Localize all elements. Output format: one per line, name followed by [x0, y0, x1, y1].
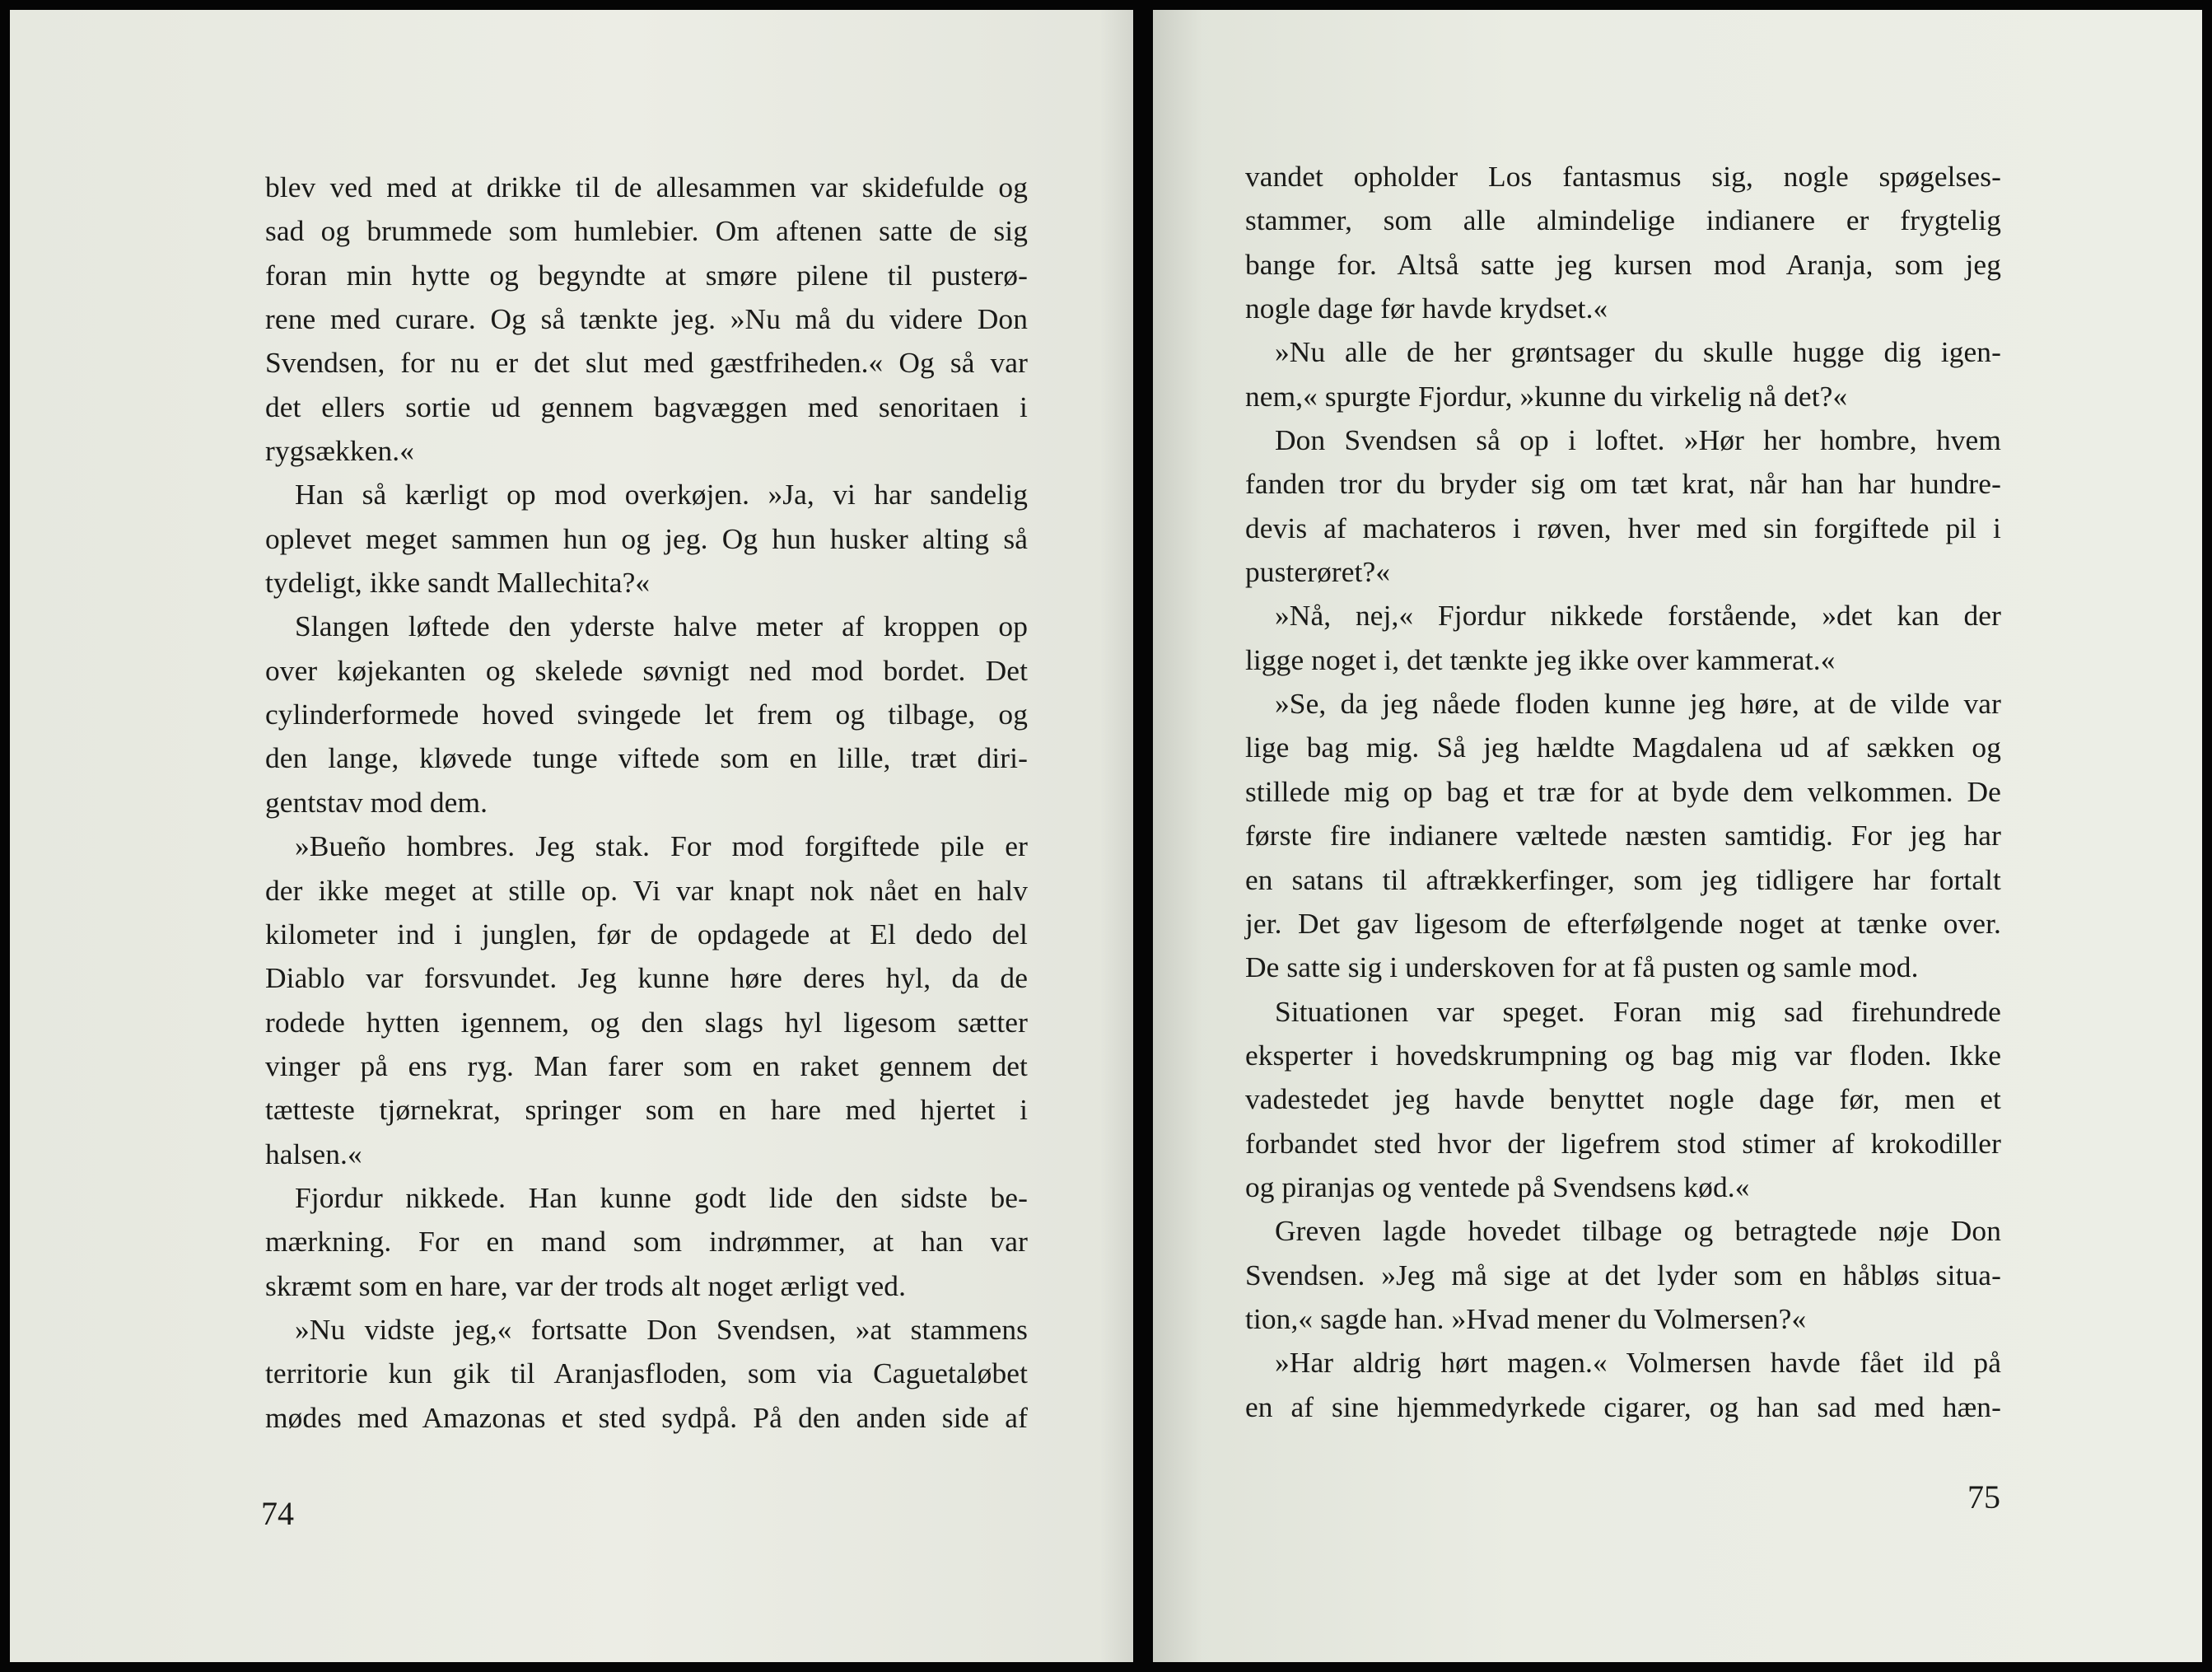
text-line: kilometer ind i junglen, før de opdagede at El dedo del — [265, 917, 1028, 950]
text-line: tydeligt, ikke sandt Mallechita?« — [265, 566, 651, 600]
text-line: første fire indianere væltede næsten samtidig. For jeg har — [1245, 819, 2001, 852]
text-line: tætteste tjørnekrat, springer som en hare med hjertet i — [265, 1093, 1028, 1127]
text-line: den lange, kløvede tunge viftede som en lille, træt diri- — [265, 741, 1028, 775]
text-line: rene med curare. Og så tænkte jeg. »Nu må du videre Don — [265, 302, 1028, 336]
gutter-shadow — [1100, 10, 1133, 1662]
text-line: eksperter i hovedskrumpning og bag mig var floden. Ikke — [1245, 1038, 2001, 1072]
text-line: det ellers sortie ud gennem bagvæggen med senoritaen i — [265, 390, 1028, 423]
text-line: pusterøret?« — [1245, 555, 1391, 589]
text-line: Svendsen. »Jeg må sige at det lyder som en håbløs situa- — [1245, 1258, 2001, 1291]
text-line: ligge noget i, det tænkte jeg ikke over kammerat.« — [1245, 642, 1836, 676]
left-page-text — [265, 166, 1028, 1440]
text-line: Diablo var forsvundet. Jeg kunne høre deres hyl, da de — [265, 961, 1028, 995]
text-line: jer. Det gav ligesom de efterfølgende noget at tænke over. — [1245, 906, 2001, 940]
text-line: Fjordur nikkede. Han kunne godt lide den sidste be- — [295, 1180, 1028, 1214]
page-number-right: 75 — [1967, 1478, 2000, 1516]
text-line: Slangen løftede den yderste halve meter af kroppen op — [295, 609, 1028, 643]
text-line: »Se, da jeg nåede floden kunne jeg høre, at de vilde var — [1275, 687, 2001, 721]
text-line: »Nå, nej,« Fjordur nikkede forstående, »det kan der — [1275, 599, 2001, 633]
text-line: sad og brummede som humlebier. Om aftenen satte de sig — [265, 214, 1028, 248]
text-line: der ikke meget at stille op. Vi var knapt nok nået en halv — [265, 873, 1028, 907]
text-line: »Nu alle de her grøntsager du skulle hugge dig igen- — [1275, 335, 2001, 369]
text-line: rodede hytten igennem, og den slags hyl ligesom sætter — [265, 1005, 1028, 1039]
text-line: over køjekanten og skelede søvnigt ned mod bordet. Det — [265, 653, 1028, 687]
text-line: »Bueño hombres. Jeg stak. For mod forgiftede pile er — [295, 829, 1028, 863]
text-line: vandet opholder Los fantasmus sig, nogle spøgelses- — [1245, 160, 2001, 193]
text-line: Greven lagde hovedet tilbage og betragtede nøje Don — [1275, 1214, 2001, 1248]
text-line: oplevet meget sammen hun og jeg. Og hun husker alting så — [265, 521, 1028, 555]
text-line: territorie kun gik til Aranjasfloden, som via Caguetaløbet — [265, 1357, 1028, 1390]
text-line: vinger på ens ryg. Man farer som en raket gennem det — [265, 1049, 1028, 1082]
text-line: stammer, som alle almindelige indianere er frygtelig — [1245, 203, 2001, 237]
text-line: foran min hytte og begyndte at smøre pilene til pusterø- — [265, 258, 1028, 292]
text-line: fanden tror du bryder sig om tæt krat, når han har hundre- — [1245, 467, 2001, 501]
text-line: Don Svendsen så op i loftet. »Hør her hombre, hvem — [1275, 423, 2001, 457]
text-line: mødes med Amazonas et sted sydpå. På den anden side af — [265, 1400, 1028, 1434]
text-line: De satte sig i underskoven for at få pusten og samle mod. — [1245, 950, 1919, 984]
text-line: bange for. Altså satte jeg kursen mod Aranja, som jeg — [1245, 247, 2001, 281]
text-line: cylinderformede hoved svingede let frem og tilbage, og — [265, 698, 1028, 731]
text-line: Han så kærligt op mod overkøjen. »Ja, vi har sandelig — [295, 478, 1028, 511]
text-line: vadestedet jeg havde benyttet nogle dage før, men et — [1245, 1082, 2001, 1116]
text-line: skræmt som en hare, var der trods alt noget ærligt ved. — [265, 1268, 907, 1302]
text-line: forbandet sted hvor der ligefrem stod stimer af krokodiller — [1245, 1126, 2001, 1160]
text-line: og piranjas og ventede på Svendsens kød.« — [1245, 1170, 1750, 1203]
text-line: stillede mig op bag et træ for at byde dem velkommen. De — [1245, 774, 2001, 808]
text-line: en af sine hjemmedyrkede cigarer, og han sad med hæn- — [1245, 1389, 2001, 1423]
left-page — [10, 10, 1133, 1662]
text-line: rygsækken.« — [265, 434, 414, 468]
text-line: »Nu vidste jeg,« fortsatte Don Svendsen, »at stammens — [295, 1312, 1028, 1346]
text-line: en satans til aftrækkerfinger, som jeg tidligere har fortalt — [1245, 862, 2001, 896]
gutter-shadow — [1153, 10, 1202, 1662]
right-page-text — [1245, 155, 2001, 1429]
text-line: Svendsen, for nu er det slut med gæstfriheden.« Og så var — [265, 346, 1028, 380]
text-line: tion,« sagde han. »Hvad mener du Volmersen?« — [1245, 1301, 1807, 1335]
text-line: nem,« spurgte Fjordur, »kunne du virkelig nå det?« — [1245, 379, 1848, 413]
text-line: halsen.« — [265, 1137, 362, 1170]
text-line: devis af machateros i røven, hver med sin forgiftede pil i — [1245, 511, 2001, 544]
text-line: »Har aldrig hørt magen.« Volmersen havde fået ild på — [1275, 1346, 2001, 1380]
text-line: gentstav mod dem. — [265, 785, 488, 819]
text-line: nogle dage før havde krydset.« — [1245, 292, 1608, 325]
text-line: lige bag mig. Så jeg hældte Magdalena ud af sækken og — [1245, 731, 2001, 764]
page-number-left: 74 — [261, 1495, 294, 1532]
text-line: blev ved med at drikke til de allesammen var skidefulde og — [265, 170, 1028, 203]
right-page — [1153, 10, 2202, 1662]
text-line: Situationen var speget. Foran mig sad firehundrede — [1275, 994, 2001, 1028]
text-line: mærkning. For en mand som indrømmer, at han var — [265, 1225, 1028, 1259]
